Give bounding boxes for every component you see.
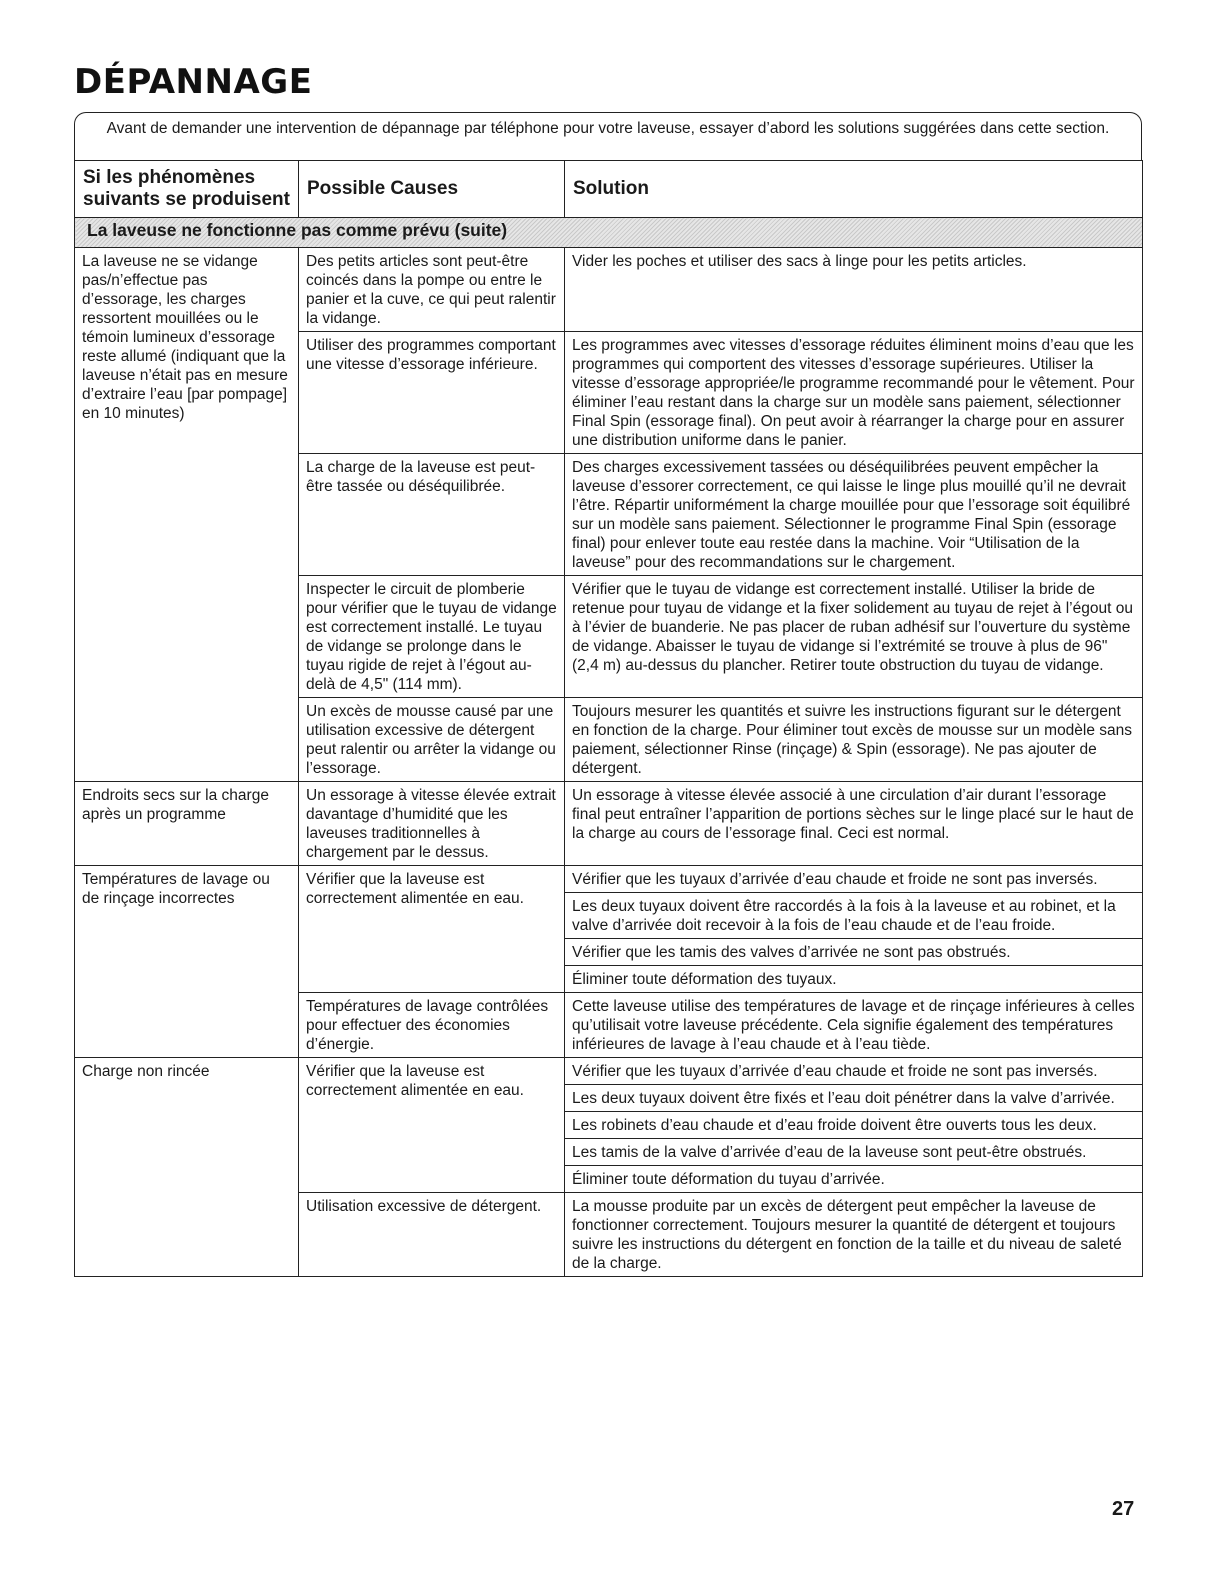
table-row xyxy=(75,782,1143,866)
solution-cell: Un essorage à vitesse élevée associé à une circulation d’air durant l’essorage final peut entraîner l’apparition de portions sèches sur le linge placé sur le haut de la charge au cours de l’essorage final. Ceci est normal. xyxy=(565,782,1143,866)
table-body xyxy=(75,218,1143,1277)
header-cause: Possible Causes xyxy=(299,161,565,218)
table-row xyxy=(75,248,1143,332)
solution-cell: Des charges excessivement tassées ou déséquilibrées peuvent empêcher la laveuse d’essorer correctement, ce qui laisse le linge plus mouillé qu’il ne devrait l’être. Répartir uniformément la charge mouillée pour que l’essorage soit équilibré sur un modèle sans paiement. Sélectionner le programme Final Spin (essorage final) pour enlever toute eau restée dans la machine. Voir “Utilisation de la laveuse” pour des recommandations sur le chargement. xyxy=(565,454,1143,576)
cause-cell: Inspecter le circuit de plomberie pour vérifier que le tuyau de vidange est correctement installé. Le tuyau de vidange se prolonge dans le tuyau rigide de rejet à l’égout au-delà de 4,5" (114 mm). xyxy=(299,576,565,698)
table-header-row xyxy=(75,161,1143,218)
solution-cell: Vérifier que les tamis des valves d’arrivée ne sont pas obstrués. xyxy=(565,939,1143,966)
solution-cell: Éliminer toute déformation du tuyau d’arrivée. xyxy=(565,1166,1143,1193)
symptom-cell: Endroits secs sur la charge après un programme xyxy=(75,782,299,866)
page-number: 27 xyxy=(1112,1498,1135,1520)
solution-cell: Vider les poches et utiliser des sacs à linge pour les petits articles. xyxy=(565,248,1143,332)
symptom-cell: Charge non rincée xyxy=(75,1058,299,1277)
solution-cell: Vérifier que les tuyaux d’arrivée d’eau chaude et froide ne sont pas inversés. xyxy=(565,1058,1143,1085)
cause-cell: Utilisation excessive de détergent. xyxy=(299,1193,565,1277)
cause-cell: Un excès de mousse causé par une utilisation excessive de détergent peut ralentir ou arrêter la vidange ou l’essorage. xyxy=(299,698,565,782)
solution-cell: Cette laveuse utilise des températures de lavage et de rinçage inférieures à celles qu’utilisait votre laveuse précédente. Cela signifie également des températures inférieures de lavage à l’eau chaude et à l’eau tiède. xyxy=(565,993,1143,1058)
section-banner: La laveuse ne fonctionne pas comme prévu (suite) xyxy=(75,218,1143,248)
solution-cell: Les robinets d’eau chaude et d’eau froide doivent être ouverts tous les deux. xyxy=(565,1112,1143,1139)
solution-cell: Vérifier que les tuyaux d’arrivée d’eau chaude et froide ne sont pas inversés. xyxy=(565,866,1143,893)
solution-cell: Les programmes avec vitesses d’essorage réduites éliminent moins d’eau que les programmes qui comportent des vitesses d’essorage supérieures. Utiliser la vitesse d’essorage appropriée/le programme recommandé pour le vêtement. Pour éliminer l’eau restant dans la charge sur un modèle sans paiement, sélectionner Final Spin (essorage final). On peut avoir à réarranger la charge pour en assurer une distribution uniforme dans le panier. xyxy=(565,332,1143,454)
header-solution: Solution xyxy=(565,161,1143,218)
table-row xyxy=(75,866,1143,893)
solution-cell: Les tamis de la valve d’arrivée d’eau de la laveuse sont peut-être obstrués. xyxy=(565,1139,1143,1166)
intro-text: Avant de demander une intervention de dépannage par téléphone pour votre laveuse, essayer d’abord les solutions suggérées dans cette section. xyxy=(106,120,1110,137)
cause-cell: Vérifier que la laveuse est correctement alimentée en eau. xyxy=(299,866,565,993)
cause-cell: Des petits articles sont peut-être coincés dans la pompe ou entre le panier et la cuve, ce qui peut ralentir la vidange. xyxy=(299,248,565,332)
header-symptom: Si les phénomènes suivants se produisent xyxy=(75,161,299,218)
solution-cell: La mousse produite par un excès de détergent peut empêcher la laveuse de fonctionner correctement. Toujours mesurer la quantité de détergent et toujours suivre les instructions du détergent en fonction de la taille et du niveau de saleté de la charge. xyxy=(565,1193,1143,1277)
symptom-cell: La laveuse ne se vidange pas/n’effectue pas d’essorage, les charges ressortent mouillées ou le témoin lumineux d’essorage reste allumé (indiquant que la laveuse n’était pas en mesure d’extraire l’eau [par pompage] en 10 minutes) xyxy=(75,248,299,782)
symptom-cell: Températures de lavage ou de rinçage incorrectes xyxy=(75,866,299,1058)
cause-cell: Utiliser des programmes comportant une vitesse d’essorage inférieure. xyxy=(299,332,565,454)
solution-cell: Éliminer toute déformation des tuyaux. xyxy=(565,966,1143,993)
cause-cell: La charge de la laveuse est peut-être tassée ou déséquilibrée. xyxy=(299,454,565,576)
solution-cell: Les deux tuyaux doivent être raccordés à la fois à la laveuse et au robinet, et la valve d’arrivée doit recevoir à la fois de l’eau chaude et de l’eau froide. xyxy=(565,893,1143,939)
cause-cell: Vérifier que la laveuse est correctement alimentée en eau. xyxy=(299,1058,565,1193)
cause-cell: Températures de lavage contrôlées pour effectuer des économies d’énergie. xyxy=(299,993,565,1058)
table-row xyxy=(75,1058,1143,1085)
solution-cell: Toujours mesurer les quantités et suivre les instructions figurant sur le détergent en fonction de la charge. Pour éliminer tout excès de mousse sur un modèle sans paiement, sélectionner Rinse (rinçage) & Spin (essorage). Ne pas ajouter de détergent. xyxy=(565,698,1143,782)
section-banner-row xyxy=(75,218,1143,248)
solution-cell: Les deux tuyaux doivent être fixés et l’eau doit pénétrer dans la valve d’arrivée. xyxy=(565,1085,1143,1112)
troubleshooting-table xyxy=(74,160,1143,1277)
page-title: DÉPANNAGE xyxy=(74,62,313,102)
solution-cell: Vérifier que le tuyau de vidange est correctement installé. Utiliser la bride de retenue pour tuyau de vidange et la fixer solidement au tuyau de rejet à l’égout ou à l’évier de buanderie. Ne pas placer de ruban adhésif sur l’ouverture du système de vidange. Abaisser le tuyau de vidange si l’extrémité se trouve à plus de 96" (2,4 m) au-dessus du plancher. Retirer toute obstruction du tuyau de vidange. xyxy=(565,576,1143,698)
cause-cell: Un essorage à vitesse élevée extrait davantage d’humidité que les laveuses traditionnelles à chargement par le dessus. xyxy=(299,782,565,866)
